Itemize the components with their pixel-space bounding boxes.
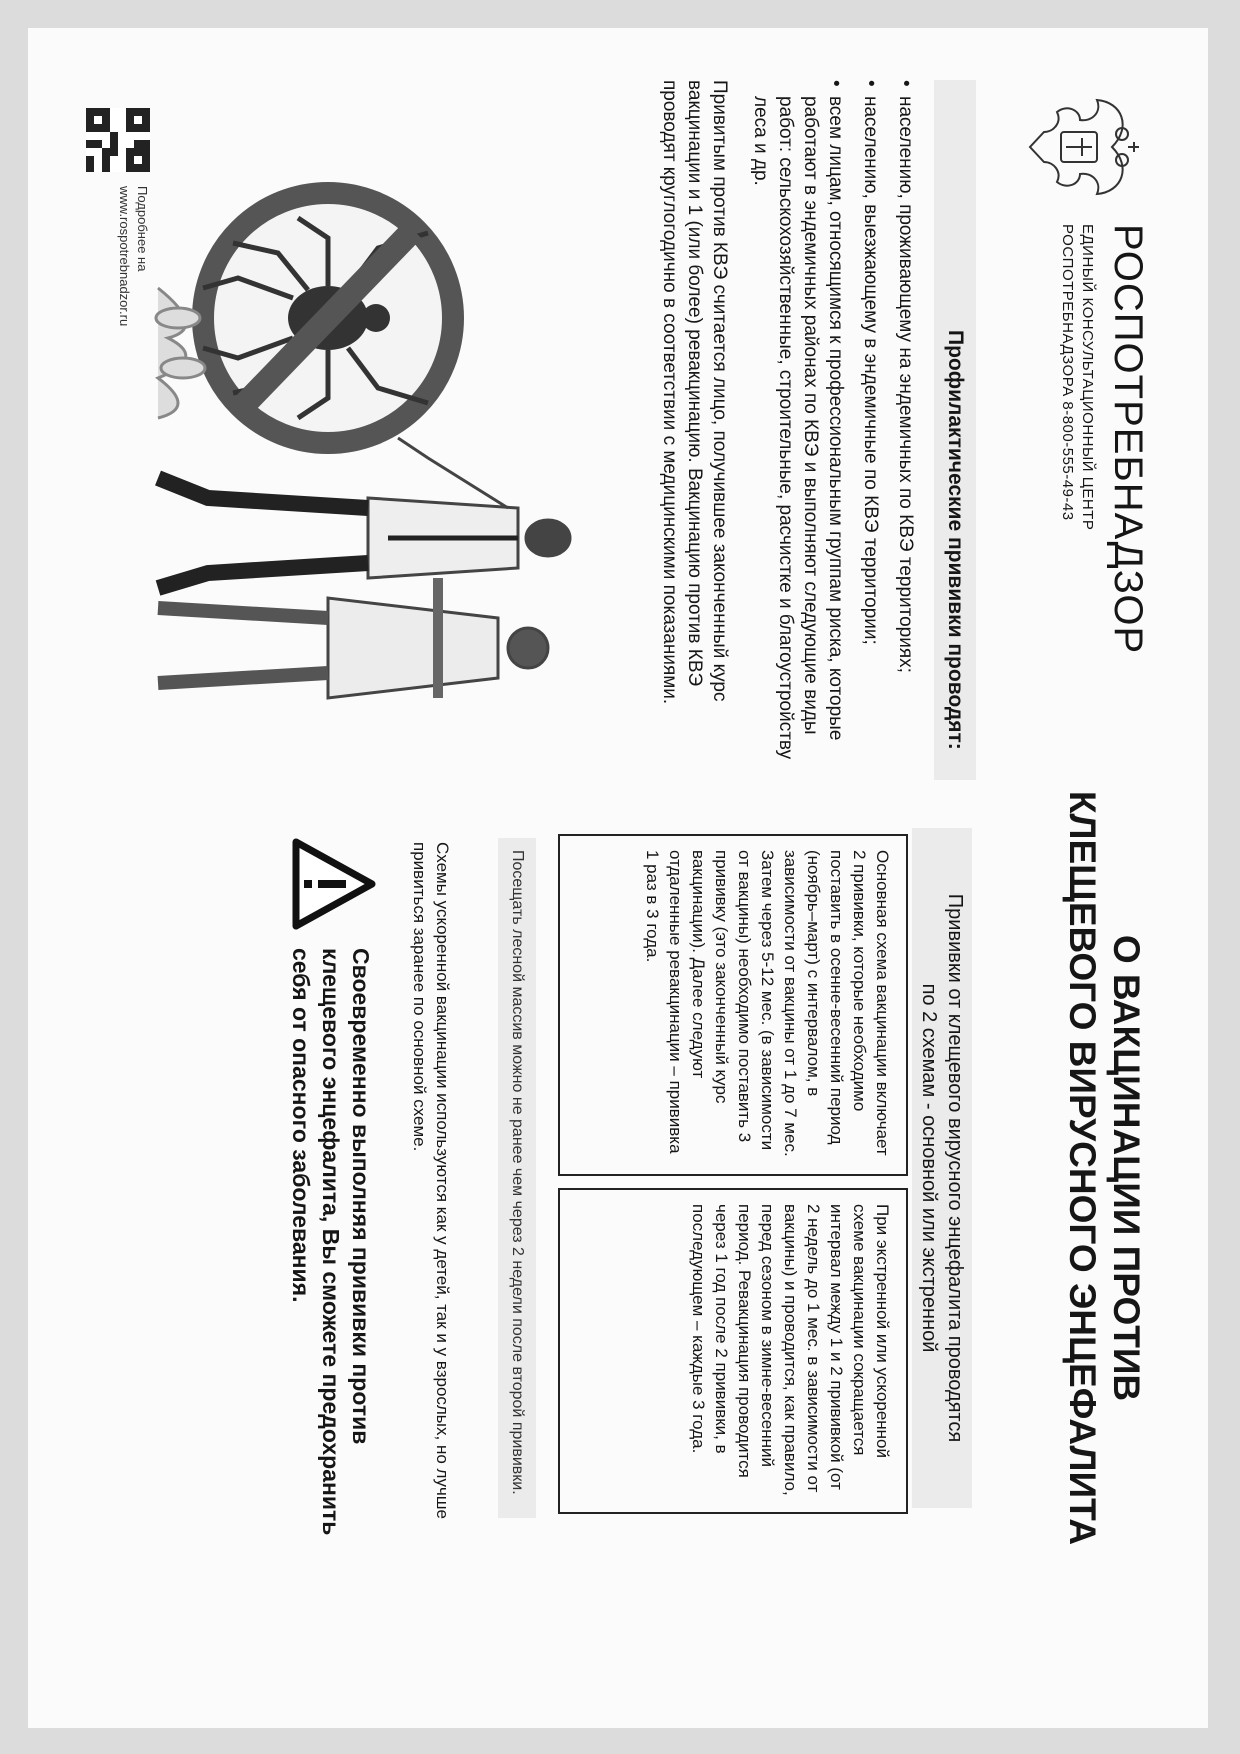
document-page [28,28,1208,1728]
list-item: • всем лицам, относящимся к профессиональным группам риска, которые работают в эндемичных районах по КВЭ и выполняют следующие виды работ: сельскохозяйственные, строительные, расчистке и благоустройству леса и др. [748,80,848,780]
schemes-heading [912,828,972,1508]
no-tick-doctors-illustration [108,178,628,738]
main-scheme-box: Основная схема вакцинации включает 2 прививки, которые необходимо поставить в осенне-весенний период (ноябрь–март) с интервалом, в зависимости от вакцины от 1 до 7 мес. Затем через 5-12 мес. (в зависимости от вакцины) необходимо поставить 3 прививку (это законченный курс вакцинации). Далее следуют отдаленные ревакцинации – прививка 1 раз в 3 года. [558,834,908,1176]
schemes-heading-line2: по 2 схемам - основной или экстренной [918,983,940,1353]
page-title-line2: КЛЕЩЕВОГО ВИРУСНОГО ЭНЦЕФАЛИТА [1062,790,1103,1546]
org-subtitle-line1: ЕДИНЫЙ КОНСУЛЬТАЦИОННЫЙ ЦЕНТР [1079,224,1096,531]
warning-icon [290,836,378,932]
qr-code-icon[interactable] [86,108,150,172]
list-item: • населению, проживающему на эндемичных по КВЭ территориях; [893,80,918,780]
poster [28,28,1208,1728]
page-title-line1: О ВАКЦИНАЦИИ ПРОТИВ [1106,934,1147,1402]
no-tick-sign-icon [203,193,453,443]
vaccinated-definition: Привитым против КВЭ считается лицо, получившее законченный курс вакцинации и 1 (или более) ревакцинацию. Вакцинацию против КВЭ проводят круглогодично в соответствии с медицинскими показаниями. [659,80,730,705]
org-subtitle-line2: РОСПОТРЕБНАДЗОРА 8-800-555-49-43 [1059,224,1076,521]
doctor-woman-figure [158,578,548,698]
emergency-scheme-box: При экстренной или ускоренной схеме вакцинации сокращается интервал между 1 и 2 прививкой (от 2 недель до 1 мес. в зависимости от вакцины) и проводится, как правило, перед сезоном в зимне-весенний период. Ревакцинация проводится через 1 год после 2 прививки, в последующем – каждые 3 года. [558,1188,908,1514]
page-title [1060,788,1148,1548]
rospotrebnadzor-emblem-icon [1022,92,1142,202]
risk-groups-list [738,80,918,780]
accelerated-scheme-note: Схемы ускоренной вакцинации используются как у детей, так и у взрослых, но лучше привиться заранее по основной схеме. [410,842,452,1519]
website-link[interactable]: www.rospotrebnadzor.ru [117,186,132,327]
forest-visit-note: Посещать лесной массив можно не ранее чем через 2 недели после второй прививки. [498,838,536,1518]
warning-message: Своевременно выполняя прививки против клещевого энцефалита, Вы сможете предохранить себя от опасного заболевания. [288,948,374,1536]
org-name: РОСПОТРЕБНАДЗОР [1106,224,1150,655]
more-info-label: Подробнее на [135,186,150,272]
list-item: • населению, выезжающему в эндемичные по КВЭ территории; [858,80,883,780]
doctor-man-figure [158,438,570,588]
prevention-heading: Профилактические прививки проводят: [934,80,976,780]
schemes-heading-line1: Прививки от клещевого вирусного энцефалита проводятся [944,893,966,1443]
